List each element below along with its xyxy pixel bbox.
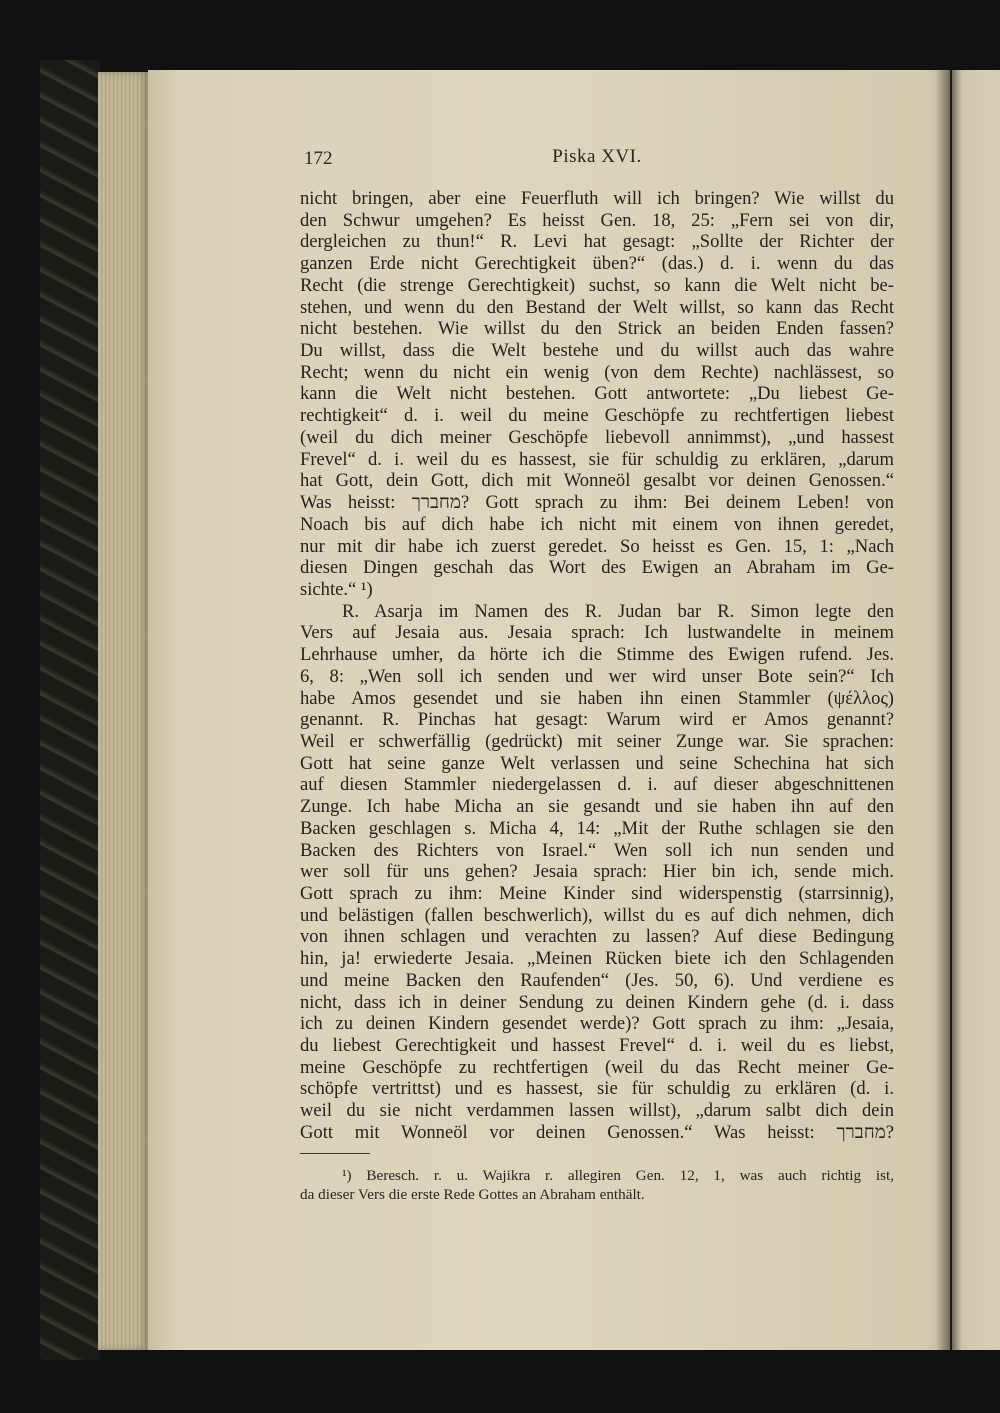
- text-line: meine Geschöpfe zu rechtfertigen (weil du das Recht meiner Ge-: [300, 1056, 894, 1078]
- running-head: [300, 146, 894, 172]
- text-line: schöpfe vertrittst) und es hassest, sie für schuldig zu erklären (d. i.: [300, 1078, 894, 1100]
- body-text: [300, 188, 894, 1144]
- text-line: auf diesen Stammler niedergelassen d. i. auf dieser abgeschnittenen: [300, 774, 894, 796]
- text-line: nicht bringen, aber eine Feuerfluth will ich bringen? Wie willst du: [300, 188, 894, 209]
- text-line: nicht bestehen. Wie willst du den Strick an beiden Enden fassen?: [300, 318, 894, 340]
- text-line: Recht; wenn du nicht ein wenig (von dem Rechte) nachlässest, so: [300, 361, 894, 383]
- text-line: R. Asarja im Namen des R. Judan bar R. Simon legte den: [342, 600, 894, 622]
- page-number: 172: [304, 148, 333, 169]
- text-line: und meine Backen den Raufenden“ (Jes. 50, 6). Und verdiene es: [300, 969, 894, 991]
- text-line: weil du sie nicht verdammen lassen willst), „darum salbt dich dein: [300, 1100, 894, 1122]
- text-line: Gott mit Wonneöl vor deinen Genossen.“ Was heisst: מחברך?: [300, 1121, 894, 1143]
- text-line: hin, ja! erwiederte Jesaia. „Meinen Rücken biete ich den Schlagenden: [300, 948, 894, 970]
- text-line: 6, 8: „Wen soll ich senden und wer wird unser Bote sein?“ Ich: [300, 665, 894, 687]
- text-line: Recht (die strenge Gerechtigkeit) suchst, so kann die Welt nicht be-: [300, 274, 894, 296]
- text-line: genannt. R. Pinchas hat gesagt: Warum wird er Amos genannt?: [300, 709, 894, 731]
- text-line: hat Gott, dein Gott, dich mit Wonneöl gesalbt vor deinen Genossen.“: [300, 470, 894, 492]
- text-line: du liebest Gerechtigkeit und hassest Frevel“ d. i. weil du es liebst,: [300, 1035, 894, 1057]
- text-line: rechtigkeit“ d. i. weil du meine Geschöpfe zu rechtfertigen liebest: [300, 405, 894, 427]
- text-line: Was heisst: מחברך? Gott sprach zu ihm: Bei deinem Leben! von: [300, 492, 894, 514]
- text-line: von ihnen schlagen und verachten zu lassen? Auf diese Bedingung: [300, 926, 894, 948]
- right-page-edge: [952, 70, 1000, 1350]
- text-line: Noach bis auf dich habe ich nicht mit einem von ihnen geredet,: [300, 513, 894, 535]
- book-spine: [40, 60, 100, 1360]
- text-line: Backen des Richters von Israel.“ Wen soll ich nun senden und: [300, 839, 894, 861]
- text-line: Weil er schwerfällig (gedrückt) mit seiner Zunge war. Sie sprachen:: [300, 730, 894, 752]
- text-line: Gott sprach zu ihm: Meine Kinder sind widerspenstig (starrsinnig),: [300, 883, 894, 904]
- text-line: nur mit dir habe ich zuerst geredet. So heisst es Gen. 15, 1: „Nach: [300, 535, 894, 557]
- text-line: Du willst, dass die Welt bestehe und du willst auch das wahre: [300, 340, 894, 362]
- text-line: habe Amos gesendet und sie haben ihn einen Stammler (ψέλλος): [300, 687, 894, 709]
- text-line: Lehrhause umher, da hörte ich die Stimme des Ewigen rufend. Jes.: [300, 644, 894, 666]
- text-line: stehen, und wenn du den Bestand der Welt willst, so kann das Recht: [300, 296, 894, 318]
- text-line: sichte.“ ¹): [300, 578, 373, 600]
- footnote-rule: [300, 1153, 370, 1154]
- text-line: Frevel“ d. i. weil du es hassest, sie für schuldig zu erklären, „darum: [300, 448, 894, 470]
- text-line: den Schwur umgehen? Es heisst Gen. 18, 25: „Fern sei von dir,: [300, 209, 894, 231]
- text-line: (weil du dich meiner Geschöpfe liebevoll annimmst), „und hassest: [300, 426, 894, 448]
- footnote-line: ¹) Beresch. r. u. Wajikra r. allegiren Gen. 12, 1, was auch richtig ist,: [342, 1167, 894, 1184]
- text-line: dergleichen zu thun!“ R. Levi hat gesagt: „Sollte der Richter der: [300, 231, 894, 253]
- text-line: diesen Dingen geschah das Wort des Ewigen an Abraham im Ge-: [300, 557, 894, 579]
- text-line: kann die Welt nicht bestehen. Gott antwortete: „Du liebest Ge-: [300, 383, 894, 405]
- text-line: und belästigen (fallen beschwerlich), willst du es auf dich nehmen, dich: [300, 904, 894, 926]
- text-line: ganzen Erde nicht Gerechtigkeit üben?“ (das.) d. i. wenn du das: [300, 253, 894, 275]
- text-line: ich zu deinen Kindern gesendet werde)? Gott sprach zu ihm: „Jesaia,: [300, 1013, 894, 1035]
- text-line: Zunge. Ich habe Micha an sie gesandt und sie haben ihn auf den: [300, 796, 894, 818]
- footnotes: [300, 1166, 894, 1204]
- section-title: Piska XVI.: [552, 146, 642, 167]
- text-line: wer soll für uns gehen? Jesaia sprach: Hier bin ich, sende mich.: [300, 861, 894, 883]
- footnote-line: da dieser Vers die erste Rede Gottes an Abraham enthält.: [300, 1186, 645, 1203]
- text-line: Vers auf Jesaia aus. Jesaia sprach: Ich lustwandelte in meinem: [300, 622, 894, 644]
- text-line: Backen geschlagen s. Micha 4, 14: „Mit der Ruthe schlagen sie den: [300, 817, 894, 839]
- text-line: Gott hat seine ganze Welt verlassen und seine Schechina hat sich: [300, 752, 894, 774]
- text-line: nicht, dass ich in deiner Sendung zu deinen Kindern gehe (d. i. dass: [300, 991, 894, 1013]
- page-block-edge: [98, 72, 150, 1350]
